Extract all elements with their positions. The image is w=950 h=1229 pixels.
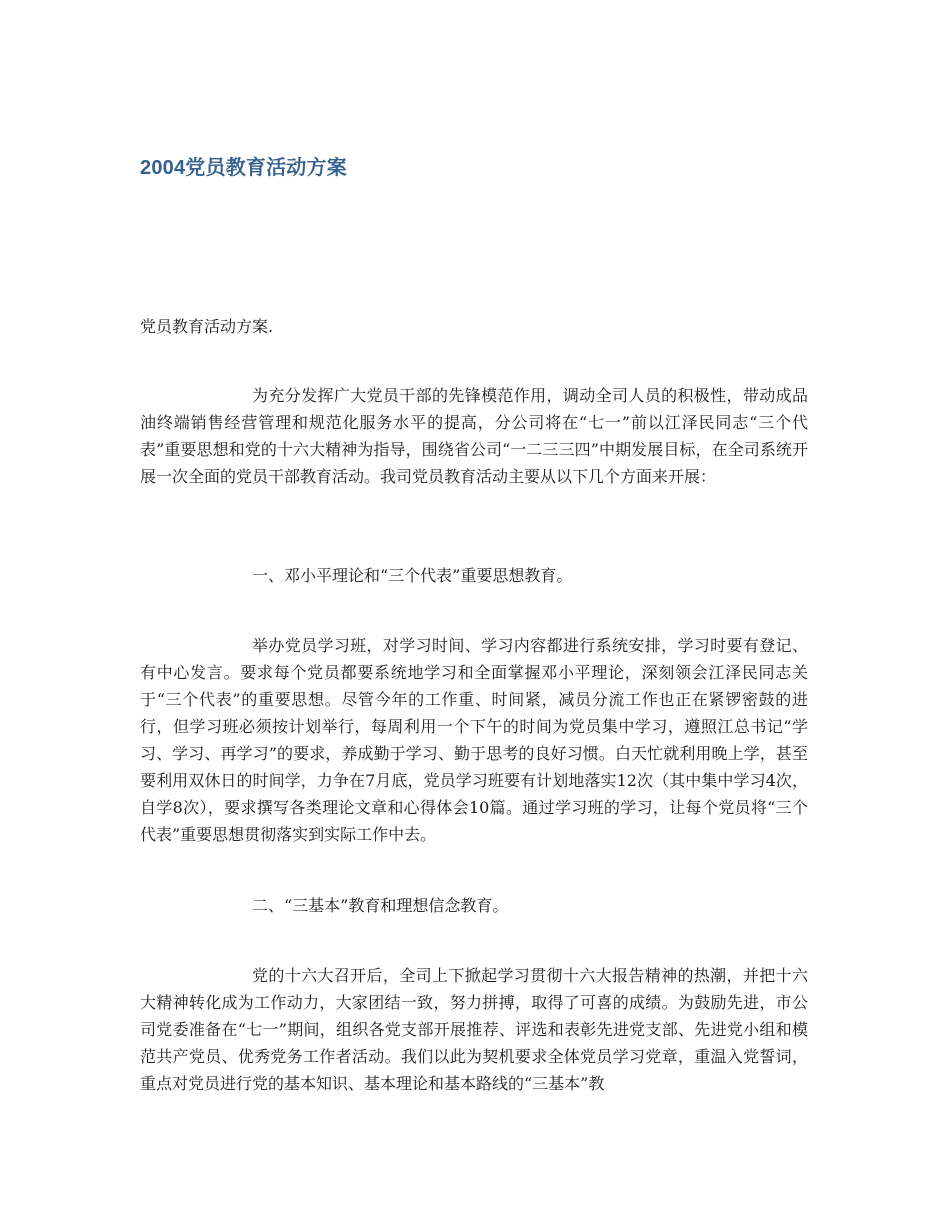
section-1-heading: 一、邓小平理论和“三个代表”重要思想教育。 [252, 566, 573, 585]
section-1-paragraph: 举办党员学习班，对学习时间、学习内容都进行系统安排，学习时要有登记、有中心发言。要求每个党员都要系统地学习和全面掌握邓小平理论，深刻领会江泽民同志关于“三个代表”的重要思想。尽管今年的工作重、时间紧，减员分流工作也正在紧锣密鼓的进行，但学习班必须按计划举行，每周利用一个下午的时间为党员集中学习，遵照江总书记“学习、学习、再学习”的要求，养成勤于学习、勤于思考的良好习惯。白天忙就利用晚上学，甚至要利用双休日的时间学，力争在7月底，党员学习班要有计划地落实12次（其中集中学习4次，自学8次），要求撰写各类理论文章和心得体会10篇。通过学习班的学习，让每个党员将“三个代表”重要思想贯彻落实到实际工作中去。 [140, 636, 808, 844]
document-title: 2004党员教育活动方案 [140, 157, 347, 179]
section-2-heading: 二、“三基本”教育和理想信念教育。 [252, 896, 509, 915]
section-2-paragraph: 党的十六大召开后，全司上下掀起学习贯彻十六大报告精神的热潮，并把十六大精神转化成为工作动力，大家团结一致，努力拼搏，取得了可喜的成绩。为鼓励先进，市公司党委准备在“七一”期间，组织各党支部开展推荐、评选和表彰先进党支部、先进党小组和模范共产党员、优秀党务工作者活动。我们以此为契机要求全体党员学习党章，重温入党誓词，重点对党员进行党的基本知识、基本理论和基本路线的“三基本”教 [140, 966, 808, 1093]
document-subtitle: 党员教育活动方案. [140, 317, 274, 336]
intro-paragraph: 为充分发挥广大党员干部的先锋模范作用，调动全司人员的积极性，带动成品油终端销售经营管理和规范化服务水平的提高，分公司将在“七一”前以江泽民同志“三个代表”重要思想和党的十六大精神为指导，围绕省公司“一二三三四”中期发展目标，在全司系统开展一次全面的党员干部教育活动。我司党员教育活动主要从以下几个方面来开展： [140, 386, 808, 486]
